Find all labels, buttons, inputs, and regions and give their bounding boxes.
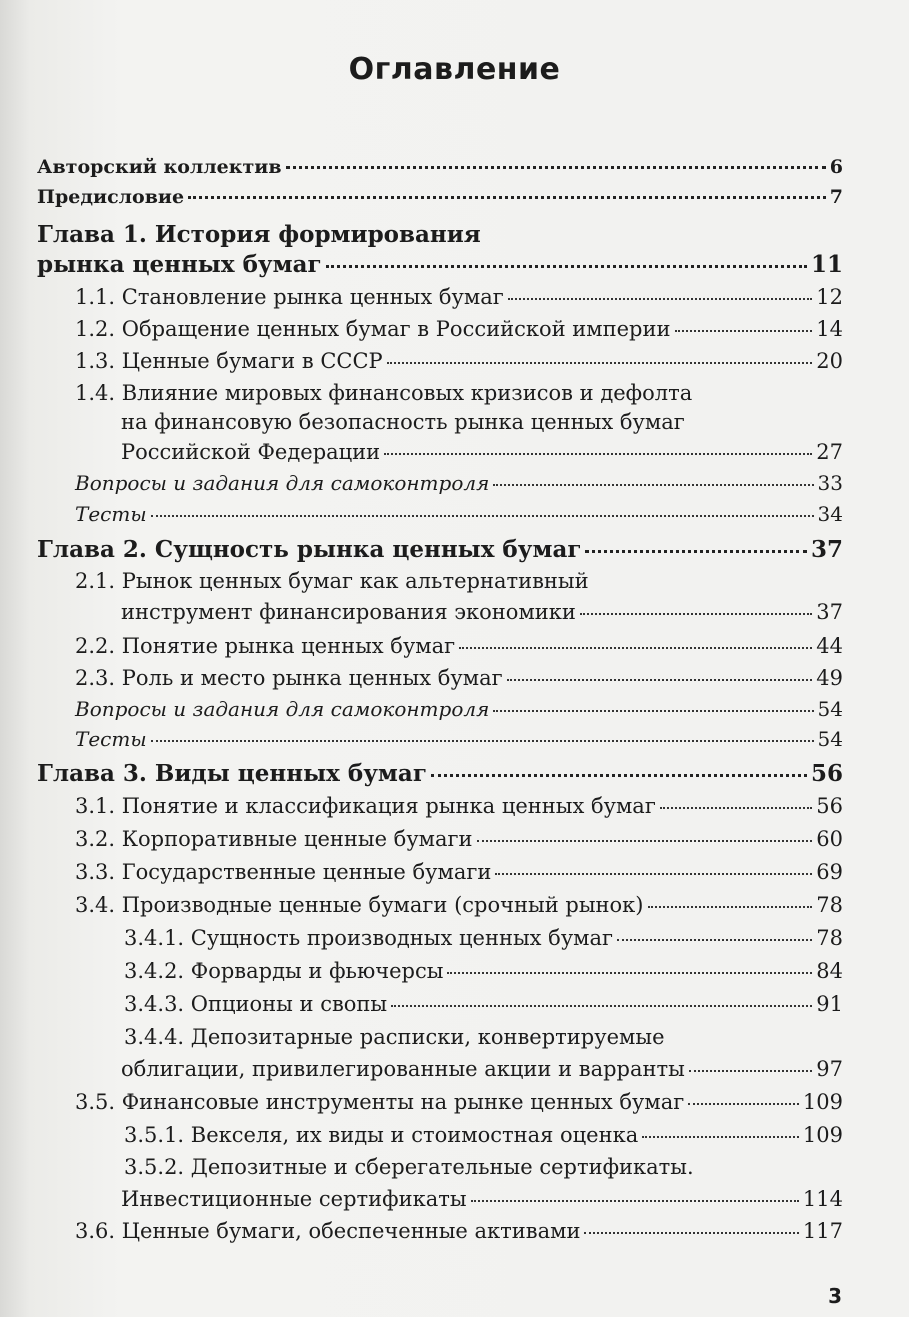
dot-leader	[387, 362, 813, 364]
toc-section	[75, 860, 843, 884]
dot-leader	[580, 613, 812, 615]
toc-page-number: 56	[810, 760, 843, 787]
toc-page-number: 78	[816, 926, 843, 950]
toc-page-number: 56	[816, 794, 843, 818]
toc-page-number: 6	[829, 156, 843, 178]
toc-section	[75, 794, 843, 818]
chapter-heading-line: Глава 1. История формирования	[37, 221, 481, 248]
toc-entry-text: Тесты	[75, 727, 147, 751]
toc-entry-text: 3.5.2. Депозитные и сберегательные сертификаты.	[124, 1155, 694, 1179]
toc-entry-text: Тесты	[75, 502, 147, 526]
toc-page-number: 84	[816, 959, 843, 983]
toc-entry-text: Инвестиционные сертификаты	[121, 1187, 467, 1211]
toc-page-number: 37	[810, 536, 843, 563]
toc-page-number: 20	[816, 349, 843, 373]
toc-entry-text: Авторский коллектив	[37, 156, 282, 178]
toc-entry-text: 3.1. Понятие и классификация рынка ценных бумаг	[75, 794, 656, 818]
toc-subsection	[124, 1123, 843, 1147]
toc-entry-text: инструмент финансирования экономики	[121, 600, 576, 624]
dot-leader	[688, 1103, 799, 1105]
toc-chapter-3	[37, 760, 843, 787]
dot-leader	[648, 906, 813, 908]
dot-leader	[151, 515, 814, 517]
toc-section	[75, 666, 843, 690]
toc-entry-text: 3.6. Ценные бумаги, обеспеченные активами	[75, 1219, 581, 1243]
toc-page-number: 34	[817, 502, 843, 526]
dot-leader	[384, 453, 812, 455]
toc-entry-text: 2.2. Понятие рынка ценных бумаг	[75, 634, 456, 658]
toc-page-number: 78	[816, 893, 843, 917]
toc-page-number: 37	[816, 600, 843, 624]
toc-entry-text: Предисловие	[37, 186, 185, 208]
toc-page-number: 12	[816, 285, 843, 309]
toc-entry-text: 1.4. Влияние мировых финансовых кризисов и дефолта	[75, 381, 693, 405]
dot-leader	[151, 740, 814, 742]
dot-leader	[675, 330, 813, 332]
toc-tests	[75, 727, 843, 751]
dot-leader	[459, 647, 812, 649]
dot-leader	[617, 939, 812, 941]
dot-leader	[326, 265, 807, 268]
toc-section	[75, 893, 843, 917]
toc-chapter-1	[37, 251, 843, 278]
toc-section	[75, 317, 843, 341]
toc-chapter-2	[37, 536, 843, 563]
toc-page-number: 54	[817, 697, 843, 721]
dot-leader	[391, 1005, 812, 1007]
toc-section	[75, 634, 843, 658]
toc-entry-preface	[37, 186, 843, 208]
toc-page-number: 14	[816, 317, 843, 341]
toc-section	[75, 285, 843, 309]
toc-entry-text: 1.1. Становление рынка ценных бумаг	[75, 285, 504, 309]
toc-entry-text: рынка цeнных бумаг	[37, 251, 322, 278]
toc-page-number: 109	[802, 1090, 843, 1114]
dot-leader	[286, 166, 826, 169]
toc-entry-authors	[37, 156, 843, 178]
toc-subsection	[124, 992, 843, 1016]
page-title: Оглавление	[348, 52, 561, 87]
toc-section	[75, 827, 843, 851]
toc-entry-text: Вопросы и задания для самоконтроля	[75, 471, 490, 495]
dot-leader	[493, 484, 813, 486]
page-number: 3	[828, 1284, 842, 1308]
toc-entry-text: 3.5. Финансовые инструменты на рынке ценных бумаг	[75, 1090, 685, 1114]
toc-entry-text: 3.4.3. Опционы и свопы	[124, 992, 388, 1016]
toc-entry-text: Российской Федерации	[121, 440, 381, 464]
toc-entry-text: 3.5.1. Векселя, их виды и стоимостная оценка	[124, 1123, 639, 1147]
toc-entry-text: облигации, привилегированные акции и варранты	[121, 1057, 685, 1081]
toc-subsection	[121, 1187, 843, 1211]
toc-section	[75, 1090, 843, 1114]
dot-leader	[584, 1232, 798, 1234]
toc-section-line	[75, 381, 843, 405]
dot-leader	[431, 774, 807, 777]
toc-entry-text: Глава 3. Виды ценных бумаг	[37, 760, 427, 787]
toc-page-number: 114	[802, 1187, 843, 1211]
toc-subsection-line	[124, 1025, 843, 1049]
toc-questions	[75, 471, 843, 495]
toc-page-number: 7	[829, 186, 843, 208]
toc-page-number: 91	[816, 992, 843, 1016]
dot-leader	[642, 1136, 799, 1138]
toc-subsection-line	[124, 1155, 843, 1179]
toc-page-number: 60	[816, 827, 843, 851]
toc-subsection	[124, 959, 843, 983]
toc-entry-text: 3.4.4. Депозитарные расписки, конвертируемые	[124, 1025, 665, 1049]
toc-page-number: 11	[810, 251, 843, 278]
toc-section	[75, 349, 843, 373]
toc-section	[121, 440, 843, 464]
toc-page-number: 33	[817, 471, 843, 495]
toc-entry-text: 2.3. Роль и место рынка ценных бумаг	[75, 666, 503, 690]
toc-page-number: 54	[817, 727, 843, 751]
toc-entry-text: Глава 2. Сущность рынка ценных бумаг	[37, 536, 582, 563]
toc-entry-text: Вопросы и задания для самоконтроля	[75, 697, 490, 721]
toc-section	[75, 1219, 843, 1243]
dot-leader	[188, 196, 826, 199]
toc-subsection	[121, 1057, 843, 1081]
dot-leader	[507, 679, 813, 681]
toc-entry-text: 1.3. Ценные бумаги в СССР	[75, 349, 383, 373]
toc-page-number: 27	[816, 440, 843, 464]
toc-tests	[75, 502, 843, 526]
dot-leader	[495, 873, 812, 875]
toc-questions	[75, 697, 843, 721]
toc-page-number: 69	[816, 860, 843, 884]
dot-leader	[660, 807, 812, 809]
toc-section-line	[75, 569, 843, 593]
dot-leader	[493, 710, 813, 712]
toc-page-number: 44	[816, 634, 843, 658]
dot-leader	[471, 1200, 799, 1202]
dot-leader	[585, 550, 807, 553]
toc-page-number: 49	[816, 666, 843, 690]
toc-entry-text: 1.2. Обращение ценных бумаг в Российской империи	[75, 317, 671, 341]
toc-entry-text: 2.1. Рынок ценных бумаг как альтернативный	[75, 569, 589, 593]
toc-entry-text: 3.2. Корпоративные ценные бумаги	[75, 827, 473, 851]
toc-page-number: 117	[802, 1219, 843, 1243]
toc-entry-text: 3.3. Государственные ценные бумаги	[75, 860, 492, 884]
dot-leader	[689, 1070, 812, 1072]
toc-subsection	[124, 926, 843, 950]
toc-entry-text: 3.4.2. Форварды и фьючерсы	[124, 959, 444, 983]
toc-section	[121, 600, 843, 624]
dot-leader	[477, 840, 813, 842]
dot-leader	[508, 298, 812, 300]
toc-section-continuation: на финансовую безопасность рынка ценных бумаг	[121, 410, 685, 434]
dot-leader	[447, 972, 812, 974]
toc-entry-text: 3.4.1. Сущность производных ценных бумаг	[124, 926, 614, 950]
toc-page-number: 97	[816, 1057, 843, 1081]
toc-page-number: 109	[802, 1123, 843, 1147]
toc-entry-text: 3.4. Производные ценные бумаги (срочный рынок)	[75, 893, 644, 917]
